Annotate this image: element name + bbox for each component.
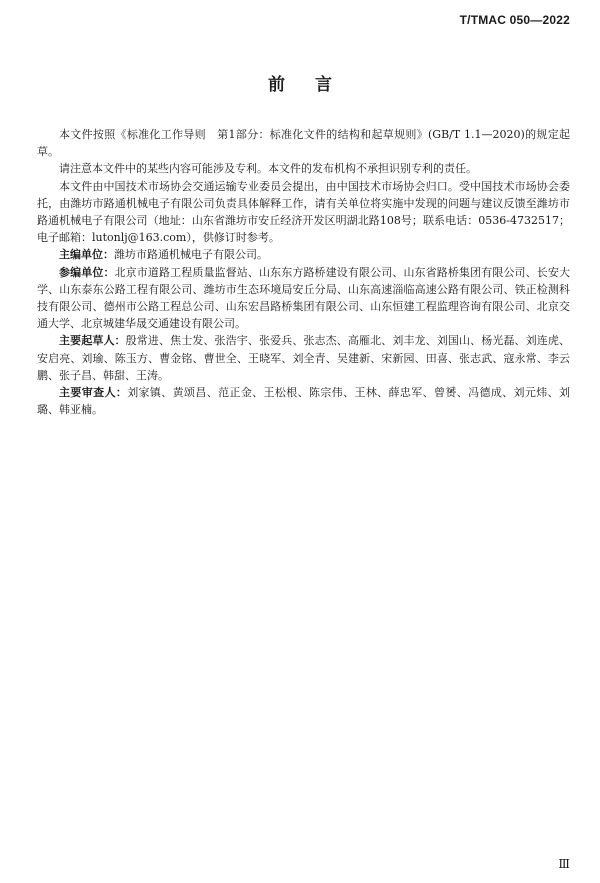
page-title: 前言 [268,75,362,95]
participating-units-label: 参编单位： [59,265,115,279]
page-number: Ⅲ [558,857,570,871]
reviewers-value: 刘家镇、黄颂昌、范正金、王松根、陈宗伟、王林、薛忠军、曾赟、冯德成、刘元炜、刘璐、韩亚楠。 [37,386,571,417]
participating-units-paragraph [37,264,570,333]
document-code: T/TMAC 050—2022 [459,13,570,27]
chief-unit-value: 潍坊市路通机械电子有限公司。 [114,248,268,262]
paragraph-proposal: 本文件由中国技术市场协会交通运输专业委员会提出，由中国技术市场协会归口。受中国技术市场协会委托，由潍坊市路通机械电子有限公司负责具体解释工作，请有关单位将实施中发现的问题与建议反馈至潍坊市路通机械电子有限公司（地址：山东省潍坊市安丘经济开发区明湖北路108号；联系电话：0536-4732517；电子邮箱：lutonlj@163.com），供修订时参考。 [37,179,570,245]
drafters-label: 主要起草人： [59,334,126,348]
participating-units-value: 北京市道路工程质量监督站、山东东方路桥建设有限公司、山东省路桥集团有限公司、长安大学、山东泰东公路工程有限公司、潍坊市生态环境局安丘分局、山东高速淄临高速公路有限公司、铁正检测科技有限公司、德州市公路工程总公司、山东宏昌路桥集团有限公司、山东恒建工程监理咨询有限公司、北京交通大学、北京城建华晟交通建设有限公司。 [37,265,571,331]
reviewers-paragraph [37,384,570,418]
paragraph-drafting-rules: 本文件按照《标准化工作导则 第1部分：标准化文件的结构和起草规则》(GB/T 1.1—2020)的规定起草。 [37,128,570,159]
reviewers-label: 主要审查人： [59,386,128,400]
foreword-body [37,126,570,418]
drafters-paragraph [37,332,570,384]
drafters-value: 殷常进、焦士发、张浩宇、张爱兵、张志杰、高雁北、刘丰龙、刘国山、杨光磊、刘连虎、安启亮、刘瑜、陈玉方、曹金铭、曹世全、王晓军、刘全青、吴建新、宋新园、田喜、张志武、寇永常、李云鹏、张子昌、韩甜、王涛。 [37,334,571,382]
paragraph-patent-notice: 请注意本文件中的某些内容可能涉及专利。本文件的发布机构不承担识别专利的责任。 [59,162,477,176]
chief-unit-paragraph [37,246,570,263]
chief-unit-label: 主编单位： [59,248,114,262]
